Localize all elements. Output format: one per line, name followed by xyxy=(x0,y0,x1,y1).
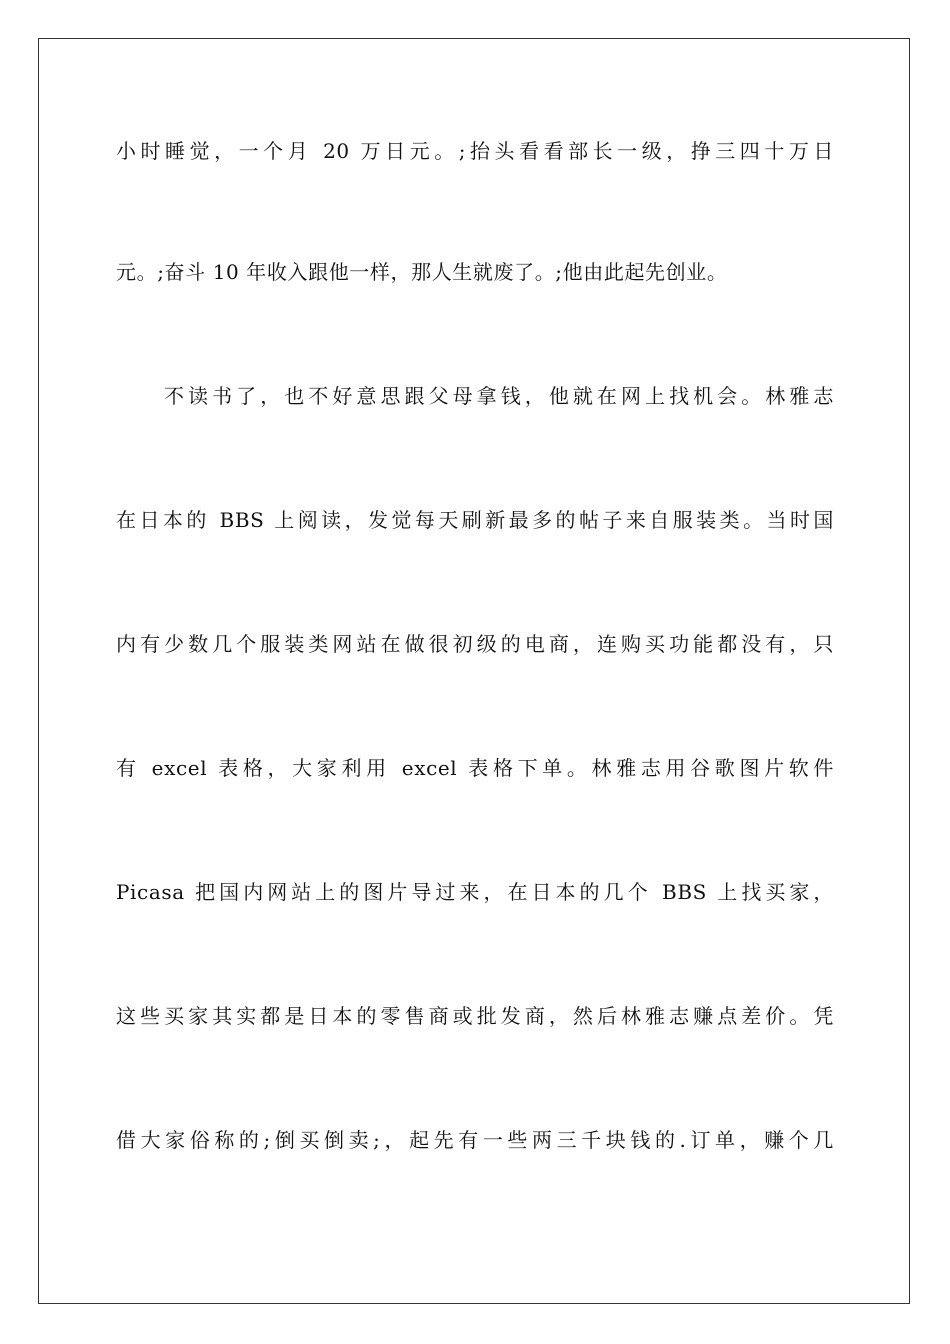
paragraph-line-2: 元。;奋斗 10 年收入跟他一样，那人生就废了。;他由此起先创业。 xyxy=(116,260,728,284)
paragraph-line-4: 在日本的 BBS 上阅读，发觉每天刷新最多的帖子来自服装类。当时国 xyxy=(116,508,834,532)
paragraph-line-6: 有 excel 表格，大家利用 excel 表格下单。林雅志用谷歌图片软件 xyxy=(116,756,834,780)
paragraph-line-7: Picasa 把国内网站上的图片导过来，在日本的几个 BBS 上找买家， xyxy=(116,880,834,904)
paragraph-line-9: 借大家俗称的;倒买倒卖;，起先有一些两三千块钱的.订单，赚个几 xyxy=(116,1128,834,1152)
paragraph-line-5: 内有少数几个服装类网站在做很初级的电商，连购买功能都没有，只 xyxy=(116,632,834,656)
paragraph-line-8: 这些买家其实都是日本的零售商或批发商，然后林雅志赚点差价。凭 xyxy=(116,1004,834,1028)
paragraph-line-3: 不读书了，也不好意思跟父母拿钱，他就在网上找机会。林雅志 xyxy=(164,384,834,408)
page-border xyxy=(38,38,910,1304)
paragraph-line-1: 小时睡觉，一个月 20 万日元。;抬头看看部长一级，挣三四十万日 xyxy=(116,139,834,163)
